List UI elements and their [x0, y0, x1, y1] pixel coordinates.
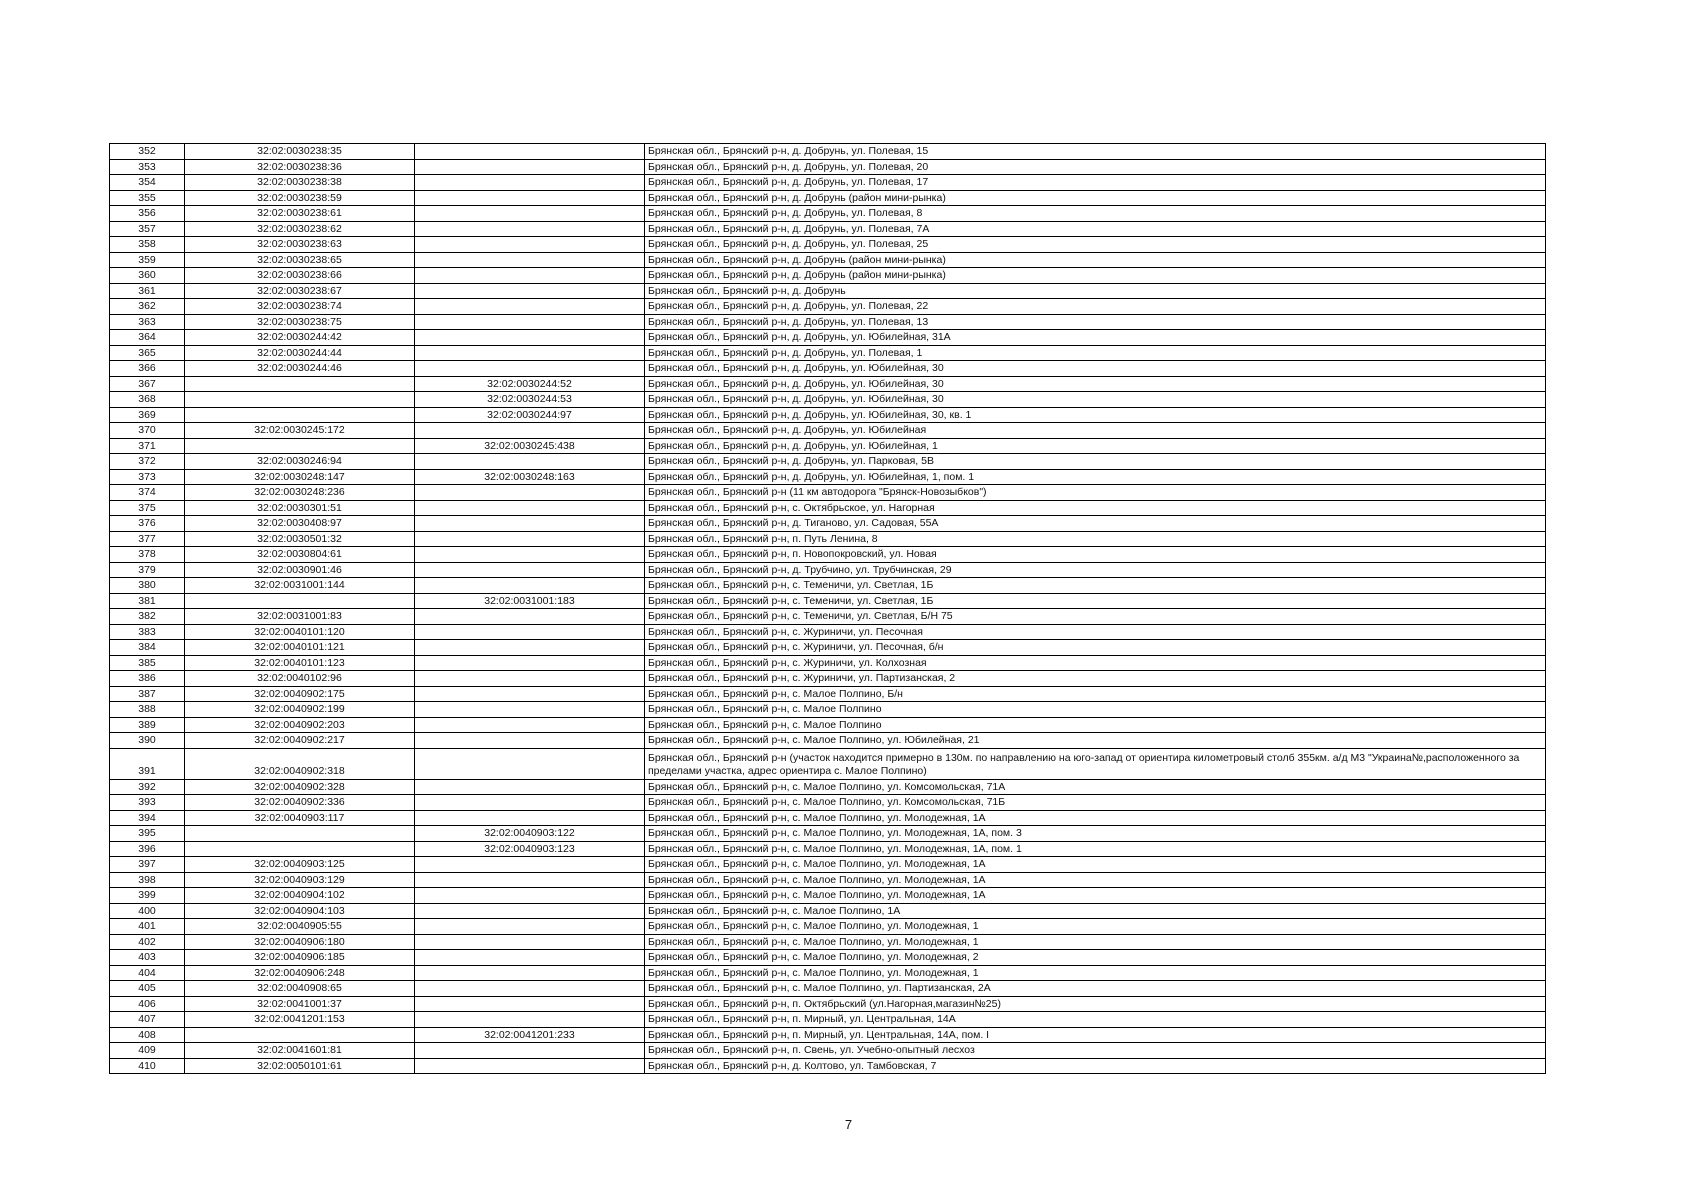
related-cadastral-number-cell — [415, 299, 645, 315]
table-row — [110, 1027, 1546, 1043]
related-cadastral-number-cell — [415, 175, 645, 191]
address-cell: Брянская обл., Брянский р-н, с. Журиничи, ул. Колхозная — [645, 655, 1546, 671]
table-row — [110, 299, 1546, 315]
address-cell: Брянская обл., Брянский р-н, д. Добрунь, ул. Юбилейная — [645, 423, 1546, 439]
row-number-cell: 374 — [110, 485, 185, 501]
related-cadastral-number-cell — [415, 981, 645, 997]
related-cadastral-number-cell — [415, 516, 645, 532]
related-cadastral-number-cell — [415, 733, 645, 749]
address-cell: Брянская обл., Брянский р-н, д. Добрунь (район мини-рынка) — [645, 268, 1546, 284]
address-cell: Брянская обл., Брянский р-н, с. Малое Полпино, ул. Молодежная, 1А, пом. 1 — [645, 841, 1546, 857]
cadastral-number-cell: 32:02:0040903:129 — [185, 872, 415, 888]
row-number-cell: 403 — [110, 950, 185, 966]
cadastral-number-cell: 32:02:0030238:74 — [185, 299, 415, 315]
related-cadastral-number-cell — [415, 795, 645, 811]
address-cell: Брянская обл., Брянский р-н, д. Колтово, ул. Тамбовская, 7 — [645, 1058, 1546, 1074]
address-cell: Брянская обл., Брянский р-н, с. Малое Полпино, ул. Молодежная, 1 — [645, 965, 1546, 981]
table-row — [110, 702, 1546, 718]
cadastral-number-cell: 32:02:0040906:248 — [185, 965, 415, 981]
row-number-cell: 389 — [110, 717, 185, 733]
row-number-cell: 375 — [110, 500, 185, 516]
table-row — [110, 237, 1546, 253]
table-row — [110, 872, 1546, 888]
row-number-cell: 364 — [110, 330, 185, 346]
row-number-cell: 409 — [110, 1043, 185, 1059]
table-row — [110, 810, 1546, 826]
row-number-cell: 356 — [110, 206, 185, 222]
table-row — [110, 407, 1546, 423]
address-cell: Брянская обл., Брянский р-н, с. Малое Полпино, ул. Юбилейная, 21 — [645, 733, 1546, 749]
address-cell: Брянская обл., Брянский р-н, д. Добрунь, ул. Полевая, 15 — [645, 144, 1546, 160]
related-cadastral-number-cell — [415, 810, 645, 826]
related-cadastral-number-cell — [415, 159, 645, 175]
related-cadastral-number-cell — [415, 283, 645, 299]
related-cadastral-number-cell — [415, 485, 645, 501]
related-cadastral-number-cell — [415, 919, 645, 935]
related-cadastral-number-cell — [415, 252, 645, 268]
row-number-cell: 379 — [110, 562, 185, 578]
related-cadastral-number-cell — [415, 268, 645, 284]
table-row — [110, 593, 1546, 609]
address-cell: Брянская обл., Брянский р-н, д. Добрунь, ул. Юбилейная, 30 — [645, 376, 1546, 392]
address-cell: Брянская обл., Брянский р-н, с. Малое Полпино, ул. Партизанская, 2А — [645, 981, 1546, 997]
related-cadastral-number-cell — [415, 872, 645, 888]
table-row — [110, 841, 1546, 857]
row-number-cell: 362 — [110, 299, 185, 315]
address-cell: Брянская обл., Брянский р-н, с. Малое Полпино, ул. Молодежная, 1А, пом. 3 — [645, 826, 1546, 842]
table-row — [110, 547, 1546, 563]
row-number-cell: 406 — [110, 996, 185, 1012]
related-cadastral-number-cell — [415, 361, 645, 377]
row-number-cell: 354 — [110, 175, 185, 191]
table-row — [110, 314, 1546, 330]
address-cell: Брянская обл., Брянский р-н, д. Добрунь, ул. Полевая, 1 — [645, 345, 1546, 361]
row-number-cell: 380 — [110, 578, 185, 594]
table-row — [110, 919, 1546, 935]
row-number-cell: 402 — [110, 934, 185, 950]
table-row — [110, 206, 1546, 222]
table-row — [110, 159, 1546, 175]
cadastral-number-cell: 32:02:0030238:35 — [185, 144, 415, 160]
related-cadastral-number-cell — [415, 1043, 645, 1059]
cadastral-number-cell: 32:02:0030244:44 — [185, 345, 415, 361]
table-row — [110, 686, 1546, 702]
cadastral-number-cell: 32:02:0040906:180 — [185, 934, 415, 950]
address-cell: Брянская обл., Брянский р-н, д. Добрунь, ул. Юбилейная, 30 — [645, 361, 1546, 377]
table-row — [110, 268, 1546, 284]
cadastral-number-cell: 32:02:0030408:97 — [185, 516, 415, 532]
address-cell: Брянская обл., Брянский р-н, д. Добрунь, ул. Полевая, 13 — [645, 314, 1546, 330]
row-number-cell: 360 — [110, 268, 185, 284]
related-cadastral-number-cell: 32:02:0030244:52 — [415, 376, 645, 392]
cadastral-number-cell: 32:02:0030238:63 — [185, 237, 415, 253]
related-cadastral-number-cell — [415, 531, 645, 547]
cadastral-number-cell — [185, 841, 415, 857]
related-cadastral-number-cell: 32:02:0040903:122 — [415, 826, 645, 842]
cadastral-number-cell: 32:02:0040902:203 — [185, 717, 415, 733]
related-cadastral-number-cell — [415, 640, 645, 656]
related-cadastral-number-cell — [415, 903, 645, 919]
row-number-cell: 391 — [110, 748, 185, 779]
table-row — [110, 175, 1546, 191]
row-number-cell: 376 — [110, 516, 185, 532]
address-cell: Брянская обл., Брянский р-н, д. Добрунь, ул. Полевая, 8 — [645, 206, 1546, 222]
row-number-cell: 395 — [110, 826, 185, 842]
table-row — [110, 857, 1546, 873]
row-number-cell: 400 — [110, 903, 185, 919]
address-cell: Брянская обл., Брянский р-н, д. Тиганово, ул. Садовая, 55А — [645, 516, 1546, 532]
table-row — [110, 609, 1546, 625]
row-number-cell: 399 — [110, 888, 185, 904]
address-cell: Брянская обл., Брянский р-н, д. Добрунь, ул. Юбилейная, 30, кв. 1 — [645, 407, 1546, 423]
related-cadastral-number-cell — [415, 748, 645, 779]
row-number-cell: 396 — [110, 841, 185, 857]
cadastral-number-cell: 32:02:0030804:61 — [185, 547, 415, 563]
related-cadastral-number-cell — [415, 1012, 645, 1028]
cadastral-number-cell: 32:02:0030501:32 — [185, 531, 415, 547]
cadastral-number-cell: 32:02:0040102:96 — [185, 671, 415, 687]
related-cadastral-number-cell: 32:02:0040903:123 — [415, 841, 645, 857]
row-number-cell: 405 — [110, 981, 185, 997]
row-number-cell: 394 — [110, 810, 185, 826]
address-cell: Брянская обл., Брянский р-н, с. Малое Полпино, ул. Молодежная, 2 — [645, 950, 1546, 966]
table-row — [110, 252, 1546, 268]
address-cell: Брянская обл., Брянский р-н, с. Октябрьское, ул. Нагорная — [645, 500, 1546, 516]
address-cell: Брянская обл., Брянский р-н (11 км автодорога "Брянск-Новозыбков") — [645, 485, 1546, 501]
cadastral-number-cell: 32:02:0030244:42 — [185, 330, 415, 346]
related-cadastral-number-cell — [415, 609, 645, 625]
cadastral-number-cell: 32:02:0030238:36 — [185, 159, 415, 175]
address-cell: Брянская обл., Брянский р-н, д. Добрунь, ул. Полевая, 25 — [645, 237, 1546, 253]
row-number-cell: 373 — [110, 469, 185, 485]
table-row — [110, 562, 1546, 578]
cadastral-number-cell: 32:02:0030238:66 — [185, 268, 415, 284]
address-cell: Брянская обл., Брянский р-н, с. Малое Полпино — [645, 717, 1546, 733]
table-row — [110, 469, 1546, 485]
cadastral-number-cell: 32:02:0030238:75 — [185, 314, 415, 330]
row-number-cell: 381 — [110, 593, 185, 609]
address-cell: Брянская обл., Брянский р-н, с. Малое Полпино, ул. Молодежная, 1А — [645, 888, 1546, 904]
address-cell: Брянская обл., Брянский р-н, д. Добрунь (район мини-рынка) — [645, 190, 1546, 206]
row-number-cell: 392 — [110, 779, 185, 795]
row-number-cell: 404 — [110, 965, 185, 981]
table-row — [110, 640, 1546, 656]
table-row — [110, 655, 1546, 671]
row-number-cell: 370 — [110, 423, 185, 439]
table-row — [110, 950, 1546, 966]
related-cadastral-number-cell — [415, 950, 645, 966]
table-row — [110, 345, 1546, 361]
address-cell: Брянская обл., Брянский р-н, с. Журиничи, ул. Песочная — [645, 624, 1546, 640]
cadastral-number-cell: 32:02:0030244:46 — [185, 361, 415, 377]
cadastral-number-cell: 32:02:0030901:46 — [185, 562, 415, 578]
cadastral-number-cell: 32:02:0040902:318 — [185, 748, 415, 779]
related-cadastral-number-cell: 32:02:0041201:233 — [415, 1027, 645, 1043]
table-row — [110, 485, 1546, 501]
table-row — [110, 438, 1546, 454]
cadastral-number-cell: 32:02:0030301:51 — [185, 500, 415, 516]
table-body — [110, 144, 1546, 1074]
cadastral-number-cell: 32:02:0040101:123 — [185, 655, 415, 671]
table-row — [110, 361, 1546, 377]
related-cadastral-number-cell — [415, 996, 645, 1012]
cadastral-number-cell: 32:02:0040908:65 — [185, 981, 415, 997]
address-cell: Брянская обл., Брянский р-н, с. Малое Полпино, ул. Комсомольская, 71А — [645, 779, 1546, 795]
property-table — [109, 143, 1546, 1074]
related-cadastral-number-cell — [415, 562, 645, 578]
row-number-cell: 401 — [110, 919, 185, 935]
address-cell: Брянская обл., Брянский р-н, п. Октябрьский (ул.Нагорная,магазин№25) — [645, 996, 1546, 1012]
address-cell: Брянская обл., Брянский р-н, д. Добрунь, ул. Полевая, 17 — [645, 175, 1546, 191]
related-cadastral-number-cell — [415, 965, 645, 981]
cadastral-number-cell: 32:02:0030238:61 — [185, 206, 415, 222]
address-cell: Брянская обл., Брянский р-н, д. Добрунь, ул. Юбилейная, 1, пом. 1 — [645, 469, 1546, 485]
cadastral-number-cell — [185, 438, 415, 454]
related-cadastral-number-cell: 32:02:0030244:53 — [415, 392, 645, 408]
address-cell: Брянская обл., Брянский р-н, д. Трубчино, ул. Трубчинская, 29 — [645, 562, 1546, 578]
related-cadastral-number-cell — [415, 547, 645, 563]
related-cadastral-number-cell: 32:02:0030248:163 — [415, 469, 645, 485]
related-cadastral-number-cell — [415, 221, 645, 237]
row-number-cell: 383 — [110, 624, 185, 640]
row-number-cell: 366 — [110, 361, 185, 377]
cadastral-number-cell: 32:02:0040903:125 — [185, 857, 415, 873]
table-row — [110, 423, 1546, 439]
related-cadastral-number-cell — [415, 454, 645, 470]
address-cell: Брянская обл., Брянский р-н, с. Малое Полпино — [645, 702, 1546, 718]
row-number-cell: 378 — [110, 547, 185, 563]
page-number: 7 — [844, 1117, 853, 1132]
cadastral-number-cell: 32:02:0040904:102 — [185, 888, 415, 904]
row-number-cell: 407 — [110, 1012, 185, 1028]
cadastral-number-cell — [185, 593, 415, 609]
related-cadastral-number-cell — [415, 345, 645, 361]
address-cell: Брянская обл., Брянский р-н, с. Малое Полпино, ул. Молодежная, 1 — [645, 934, 1546, 950]
table-row — [110, 795, 1546, 811]
cadastral-number-cell: 32:02:0030238:38 — [185, 175, 415, 191]
cadastral-number-cell: 32:02:0030238:62 — [185, 221, 415, 237]
related-cadastral-number-cell — [415, 671, 645, 687]
row-number-cell: 387 — [110, 686, 185, 702]
address-cell: Брянская обл., Брянский р-н, п. Свень, ул. Учебно-опытный лесхоз — [645, 1043, 1546, 1059]
row-number-cell: 363 — [110, 314, 185, 330]
cadastral-number-cell: 32:02:0040902:199 — [185, 702, 415, 718]
address-cell: Брянская обл., Брянский р-н, с. Малое Полпино, Б/н — [645, 686, 1546, 702]
address-cell: Брянская обл., Брянский р-н, д. Добрунь (район мини-рынка) — [645, 252, 1546, 268]
table-row — [110, 392, 1546, 408]
address-cell: Брянская обл., Брянский р-н, с. Теменичи, ул. Светлая, 1Б — [645, 593, 1546, 609]
table-row — [110, 624, 1546, 640]
address-cell: Брянская обл., Брянский р-н, с. Теменичи, ул. Светлая, Б/Н 75 — [645, 609, 1546, 625]
table-row — [110, 531, 1546, 547]
address-cell: Брянская обл., Брянский р-н, д. Добрунь, ул. Парковая, 5В — [645, 454, 1546, 470]
row-number-cell: 398 — [110, 872, 185, 888]
related-cadastral-number-cell: 32:02:0030245:438 — [415, 438, 645, 454]
address-cell: Брянская обл., Брянский р-н, д. Добрунь, ул. Полевая, 7А — [645, 221, 1546, 237]
related-cadastral-number-cell — [415, 888, 645, 904]
related-cadastral-number-cell — [415, 779, 645, 795]
row-number-cell: 365 — [110, 345, 185, 361]
row-number-cell: 382 — [110, 609, 185, 625]
address-cell: Брянская обл., Брянский р-н, д. Добрунь, ул. Юбилейная, 30 — [645, 392, 1546, 408]
cadastral-number-cell — [185, 376, 415, 392]
row-number-cell: 361 — [110, 283, 185, 299]
cadastral-number-cell: 32:02:0030248:147 — [185, 469, 415, 485]
row-number-cell: 359 — [110, 252, 185, 268]
address-cell: Брянская обл., Брянский р-н (участок находится примерно в 130м. по направлению на юго-запад от ориентира километровый столб 355км. а/д М3 "Украина№,расположенного за пределами участка, адрес ориентира с. Малое Полпино) — [645, 748, 1546, 779]
row-number-cell: 352 — [110, 144, 185, 160]
cadastral-number-cell: 32:02:0040902:217 — [185, 733, 415, 749]
address-cell: Брянская обл., Брянский р-н, п. Мирный, ул. Центральная, 14А, пом. I — [645, 1027, 1546, 1043]
table-row — [110, 981, 1546, 997]
address-cell: Брянская обл., Брянский р-н, д. Добрунь, ул. Юбилейная, 1 — [645, 438, 1546, 454]
address-cell: Брянская обл., Брянский р-н, с. Малое Полпино, ул. Комсомольская, 71Б — [645, 795, 1546, 811]
table-row — [110, 1058, 1546, 1074]
row-number-cell: 408 — [110, 1027, 185, 1043]
table-row — [110, 144, 1546, 160]
table-row — [110, 965, 1546, 981]
cadastral-number-cell: 32:02:0031001:83 — [185, 609, 415, 625]
table-row — [110, 283, 1546, 299]
address-cell: Брянская обл., Брянский р-н, с. Малое Полпино, ул. Молодежная, 1А — [645, 872, 1546, 888]
address-cell: Брянская обл., Брянский р-н, п. Мирный, ул. Центральная, 14А — [645, 1012, 1546, 1028]
related-cadastral-number-cell — [415, 578, 645, 594]
table-row — [110, 578, 1546, 594]
cadastral-number-cell: 32:02:0031001:144 — [185, 578, 415, 594]
cadastral-number-cell: 32:02:0040902:336 — [185, 795, 415, 811]
cadastral-number-cell: 32:02:0041001:37 — [185, 996, 415, 1012]
table-row — [110, 888, 1546, 904]
cadastral-number-cell: 32:02:0041201:153 — [185, 1012, 415, 1028]
address-cell: Брянская обл., Брянский р-н, д. Добрунь — [645, 283, 1546, 299]
row-number-cell: 353 — [110, 159, 185, 175]
address-cell: Брянская обл., Брянский р-н, п. Путь Ленина, 8 — [645, 531, 1546, 547]
address-cell: Брянская обл., Брянский р-н, с. Журиничи, ул. Песочная, б/н — [645, 640, 1546, 656]
row-number-cell: 355 — [110, 190, 185, 206]
row-number-cell: 386 — [110, 671, 185, 687]
address-cell: Брянская обл., Брянский р-н, д. Добрунь, ул. Полевая, 20 — [645, 159, 1546, 175]
address-cell: Брянская обл., Брянский р-н, с. Теменичи, ул. Светлая, 1Б — [645, 578, 1546, 594]
table-row — [110, 1012, 1546, 1028]
address-cell: Брянская обл., Брянский р-н, д. Добрунь, ул. Полевая, 22 — [645, 299, 1546, 315]
cadastral-number-cell — [185, 1027, 415, 1043]
row-number-cell: 388 — [110, 702, 185, 718]
related-cadastral-number-cell — [415, 857, 645, 873]
row-number-cell: 385 — [110, 655, 185, 671]
row-number-cell: 367 — [110, 376, 185, 392]
table-row — [110, 1043, 1546, 1059]
table-row — [110, 748, 1546, 779]
related-cadastral-number-cell — [415, 500, 645, 516]
cadastral-number-cell: 32:02:0040902:328 — [185, 779, 415, 795]
address-cell: Брянская обл., Брянский р-н, с. Малое Полпино, ул. Молодежная, 1 — [645, 919, 1546, 935]
related-cadastral-number-cell — [415, 237, 645, 253]
address-cell: Брянская обл., Брянский р-н, с. Малое Полпино, ул. Молодежная, 1А — [645, 810, 1546, 826]
table-row — [110, 671, 1546, 687]
row-number-cell: 357 — [110, 221, 185, 237]
cadastral-number-cell — [185, 392, 415, 408]
row-number-cell: 384 — [110, 640, 185, 656]
table-row — [110, 934, 1546, 950]
cadastral-number-cell: 32:02:0030238:67 — [185, 283, 415, 299]
row-number-cell: 368 — [110, 392, 185, 408]
cadastral-number-cell: 32:02:0030238:59 — [185, 190, 415, 206]
cadastral-number-cell: 32:02:0050101:61 — [185, 1058, 415, 1074]
cadastral-number-cell — [185, 407, 415, 423]
cadastral-number-cell: 32:02:0040906:185 — [185, 950, 415, 966]
cadastral-number-cell: 32:02:0030248:236 — [185, 485, 415, 501]
related-cadastral-number-cell — [415, 144, 645, 160]
cadastral-number-cell: 32:02:0041601:81 — [185, 1043, 415, 1059]
cadastral-number-cell: 32:02:0040905:55 — [185, 919, 415, 935]
related-cadastral-number-cell — [415, 686, 645, 702]
address-cell: Брянская обл., Брянский р-н, с. Малое Полпино, ул. Молодежная, 1А — [645, 857, 1546, 873]
related-cadastral-number-cell — [415, 624, 645, 640]
related-cadastral-number-cell — [415, 206, 645, 222]
row-number-cell: 369 — [110, 407, 185, 423]
table-row — [110, 516, 1546, 532]
related-cadastral-number-cell: 32:02:0031001:183 — [415, 593, 645, 609]
address-cell: Брянская обл., Брянский р-н, с. Журиничи, ул. Партизанская, 2 — [645, 671, 1546, 687]
row-number-cell: 397 — [110, 857, 185, 873]
cadastral-number-cell: 32:02:0040101:120 — [185, 624, 415, 640]
related-cadastral-number-cell — [415, 702, 645, 718]
related-cadastral-number-cell — [415, 717, 645, 733]
address-cell: Брянская обл., Брянский р-н, п. Новопокровский, ул. Новая — [645, 547, 1546, 563]
cadastral-number-cell — [185, 826, 415, 842]
related-cadastral-number-cell: 32:02:0030244:97 — [415, 407, 645, 423]
row-number-cell: 410 — [110, 1058, 185, 1074]
related-cadastral-number-cell — [415, 423, 645, 439]
table-row — [110, 733, 1546, 749]
related-cadastral-number-cell — [415, 934, 645, 950]
related-cadastral-number-cell — [415, 190, 645, 206]
row-number-cell: 371 — [110, 438, 185, 454]
table-row — [110, 500, 1546, 516]
related-cadastral-number-cell — [415, 1058, 645, 1074]
related-cadastral-number-cell — [415, 330, 645, 346]
cadastral-number-cell: 32:02:0040903:117 — [185, 810, 415, 826]
table-row — [110, 779, 1546, 795]
table-row — [110, 221, 1546, 237]
related-cadastral-number-cell — [415, 314, 645, 330]
table-row — [110, 454, 1546, 470]
table-row — [110, 717, 1546, 733]
cadastral-number-cell: 32:02:0040904:103 — [185, 903, 415, 919]
row-number-cell: 358 — [110, 237, 185, 253]
address-cell: Брянская обл., Брянский р-н, с. Малое Полпино, 1А — [645, 903, 1546, 919]
cadastral-number-cell: 32:02:0040101:121 — [185, 640, 415, 656]
row-number-cell: 372 — [110, 454, 185, 470]
cadastral-number-cell: 32:02:0030238:65 — [185, 252, 415, 268]
cadastral-number-cell: 32:02:0040902:175 — [185, 686, 415, 702]
row-number-cell: 393 — [110, 795, 185, 811]
address-cell: Брянская обл., Брянский р-н, д. Добрунь, ул. Юбилейная, 31А — [645, 330, 1546, 346]
table-row — [110, 190, 1546, 206]
table-row — [110, 996, 1546, 1012]
table-row — [110, 826, 1546, 842]
cadastral-number-cell: 32:02:0030245:172 — [185, 423, 415, 439]
row-number-cell: 377 — [110, 531, 185, 547]
related-cadastral-number-cell — [415, 655, 645, 671]
table-row — [110, 376, 1546, 392]
table-row — [110, 330, 1546, 346]
row-number-cell: 390 — [110, 733, 185, 749]
table-row — [110, 903, 1546, 919]
cadastral-number-cell: 32:02:0030246:94 — [185, 454, 415, 470]
